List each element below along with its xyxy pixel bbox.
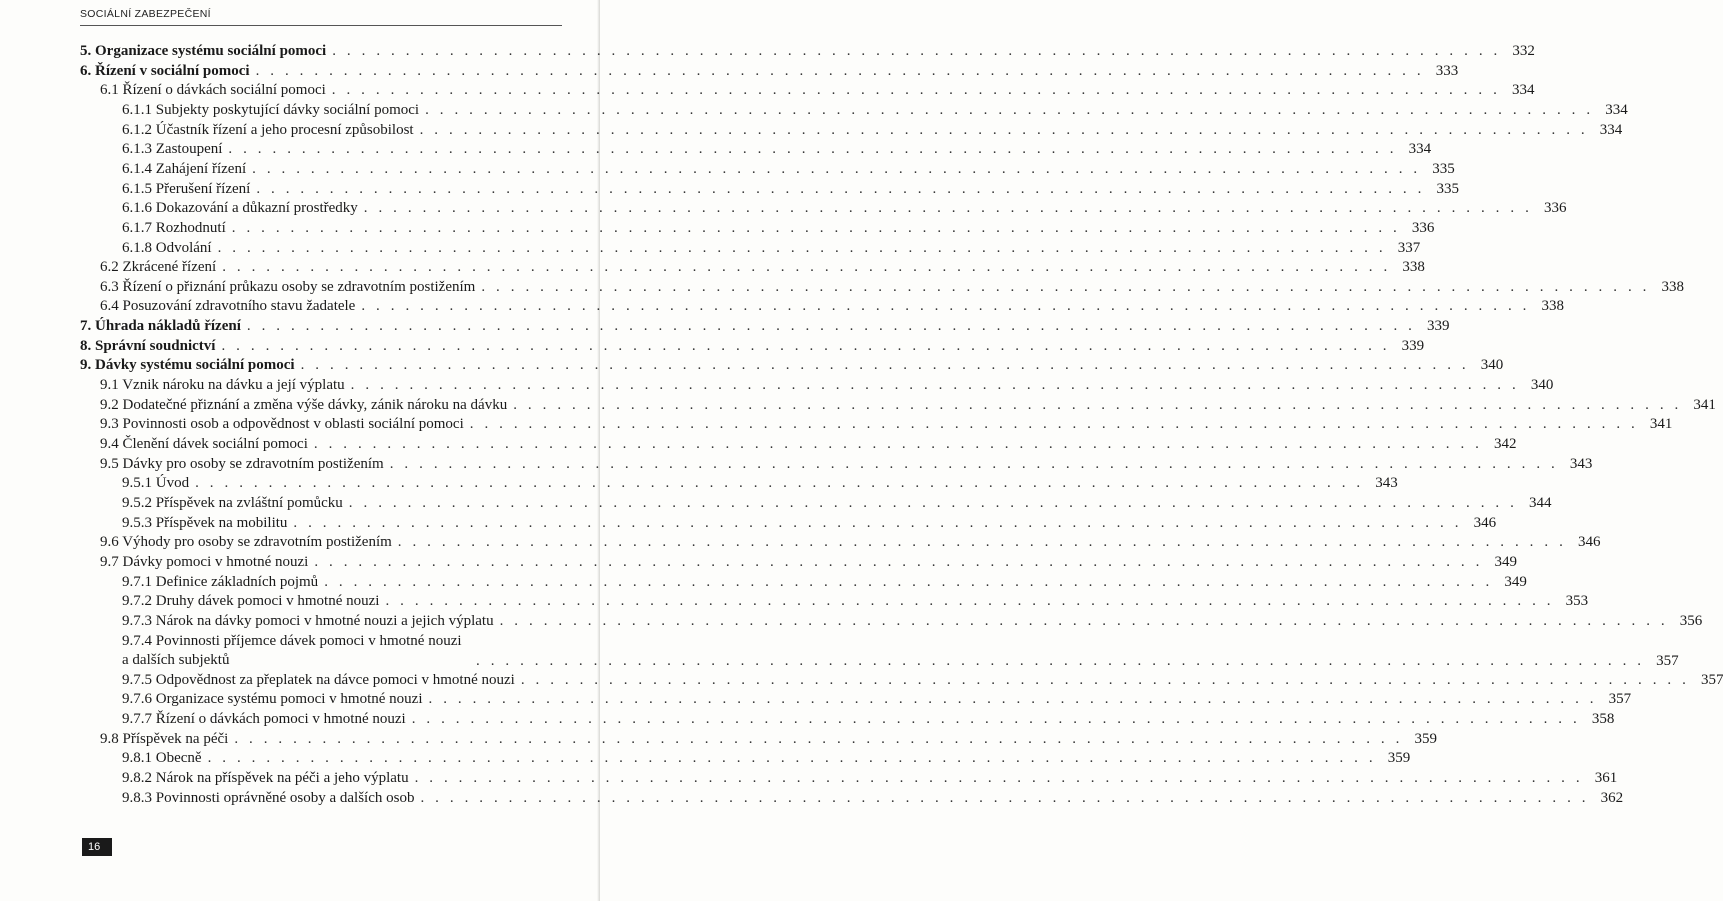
toc-entry	[100, 455, 1593, 473]
toc-dot-leader: . . . . . . . . . . . . . . . . . . . . . . . . . . . . . . . . . . . . . . . . . . . . . . . . . . . . . . . . . . . . . . . . . . . . . . . . . . . . . . . .	[425, 101, 1594, 118]
toc-entry	[122, 514, 1497, 532]
toc-entry	[80, 42, 1535, 60]
toc-entry-title: 6.1 Řízení o dávkách sociální pomoci	[100, 82, 326, 99]
toc-entry-title: 9.7.3 Nárok na dávky pomoci v hmotné nouzi a jejich výplatu	[122, 612, 494, 629]
toc-entry-page: 338	[1661, 278, 1684, 295]
toc-entry-title: 9.8.3 Povinnosti oprávněné osoby a dalších osob	[122, 789, 415, 806]
toc-dot-leader: . . . . . . . . . . . . . . . . . . . . . . . . . . . . . . . . . . . . . . . . . . . . . . . . . . . . . . . . . . . . . . . . . . . . . . . . . . . . . . . .	[389, 455, 1559, 472]
toc-dot-leader: . . . . . . . . . . . . . . . . . . . . . . . . . . . . . . . . . . . . . . . . . . . . . . . . . . . . . . . . . . . . . . . . . . . . . . . . . . . . . . . .	[499, 612, 1669, 629]
toc-entry	[122, 690, 1632, 708]
toc-entry-page: 357	[1656, 652, 1679, 669]
toc-entry-page: 361	[1594, 770, 1618, 787]
toc-dot-leader: . . . . . . . . . . . . . . . . . . . . . . . . . . . . . . . . . . . . . . . . . . . . . . . . . . . . . . . . . . . . . . . . . . . . . . . . . . . . . . . .	[513, 396, 1682, 413]
toc-dot-leader: . . . . . . . . . . . . . . . . . . . . . . . . . . . . . . . . . . . . . . . . . . . . . . . . . . . . . . . . . . . . . . . . . . . . . . . . . . . . . . . .	[221, 337, 1391, 354]
toc-entry-title: 6.3 Řízení o přiznání průkazu osoby se zdravotním postižením	[100, 278, 476, 295]
toc-entry-page: 349	[1494, 553, 1517, 570]
toc-entry	[100, 278, 1684, 296]
toc-entry-title: 9.8.1 Obecně	[122, 750, 202, 767]
toc-entry-title: 9.3 Povinnosti osob a odpovědnost v oblasti sociální pomoci	[100, 416, 464, 433]
toc-entry-title: 9.7.5 Odpovědnost za přeplatek na dávce pomoci v hmotné nouzi	[122, 671, 515, 688]
toc-dot-leader: . . . . . . . . . . . . . . . . . . . . . . . . . . . . . . . . . . . . . . . . . . . . . . . . . . . . . . . . . . . . . . . . . . . . . . . . . . . . . . . .	[350, 377, 1520, 394]
toc-entry	[100, 553, 1517, 571]
toc-entry-title: 9.7.2 Druhy dávek pomoci v hmotné nouzi	[122, 593, 380, 610]
toc-dot-leader: . . . . . . . . . . . . . . . . . . . . . . . . . . . . . . . . . . . . . . . . . . . . . . . . . . . . . . . . . . . . . . . . . . . . . . . . . . . . . . . .	[469, 416, 1639, 433]
toc-dot-leader: . . . . . . . . . . . . . . . . . . . . . . . . . . . . . . . . . . . . . . . . . . . . . . . . . . . . . . . . . . . . . . . . . . . . . . . . . . . . . . . .	[255, 62, 1425, 79]
toc-entry-title: 6.1.5 Přerušení řízení	[122, 180, 251, 197]
toc-entry-title: 9.5.2 Příspěvek na zvláštní pomůcku	[122, 494, 343, 511]
toc-dot-leader: . . . . . . . . . . . . . . . . . . . . . . . . . . . . . . . . . . . . . . . . . . . . . . . . . . . . . . . . . . . . . . . . . . . . . . . . . . . . . . . .	[420, 789, 1590, 806]
toc-entry-title: 7. Úhrada nákladů řízení	[80, 318, 241, 335]
toc-entry-page: 357	[1608, 691, 1632, 708]
toc-entry-page: 343	[1569, 455, 1593, 472]
toc-entry-page: 358	[1591, 711, 1615, 728]
toc-entry-title: 6. Řízení v sociální pomoci	[80, 62, 250, 79]
toc-entry-title: 6.1.8 Odvolání	[122, 239, 212, 256]
toc-entry	[100, 258, 1425, 276]
toc-dot-leader: . . . . . . . . . . . . . . . . . . . . . . . . . . . . . . . . . . . . . . . . . . . . . . . . . . . . . . . . . . . . . . . . . . . . . . . . . . . . . . . .	[246, 318, 1416, 335]
toc-entry-page: 338	[1541, 298, 1565, 315]
header-rule	[80, 25, 562, 26]
toc-entry-page: 359	[1387, 750, 1411, 767]
toc-dot-leader: . . . . . . . . . . . . . . . . . . . . . . . . . . . . . . . . . . . . . . . . . . . . . . . . . . . . . . . . . . . . . . . . . . . . . . . . . . . . . . . .	[411, 711, 1581, 728]
toc-entry-title: 9.7.4 Povinnosti příjemce dávek pomoci v hmotné nouzi a dalších subjektů	[122, 632, 462, 668]
toc-entry-title: 9.8.2 Nárok na příspěvek na péči a jeho výplatu	[122, 770, 409, 787]
toc-entry-title: 6.1.4 Zahájení řízení	[122, 160, 247, 177]
toc-dot-leader: . . . . . . . . . . . . . . . . . . . . . . . . . . . . . . . . . . . . . . . . . . . . . . . . . . . . . . . . . . . . . . . . . . . . . . . . . . . . . . . .	[300, 357, 1470, 374]
toc-entry	[80, 337, 1425, 355]
toc-entry-title: 6.4 Posuzování zdravotního stavu žadatele	[100, 298, 356, 315]
toc-entry-page: 362	[1600, 789, 1624, 806]
toc-dot-leader: . . . . . . . . . . . . . . . . . . . . . . . . . . . . . . . . . . . . . . . . . . . . . . . . . . . . . . . . . . . . . . . . . . . . . . . . . . . . . . . .	[520, 671, 1690, 688]
toc-entry-page: 334	[1511, 82, 1535, 99]
toc-dot-leader: . . . . . . . . . . . . . . . . . . . . . . . . . . . . . . . . . . . . . . . . . . . . . . . . . . . . . . . . . . . . . . . . . . . . . . . . . . . . . . . .	[476, 652, 1645, 669]
toc-dot-leader: . . . . . . . . . . . . . . . . . . . . . . . . . . . . . . . . . . . . . . . . . . . . . . . . . . . . . . . . . . . . . . . . . . . . . . . . . . . . . . . .	[324, 573, 1493, 590]
toc-dot-leader: . . . . . . . . . . . . . . . . . . . . . . . . . . . . . . . . . . . . . . . . . . . . . . . . . . . . . . . . . . . . . . . . . . . . . . . . . . . . . . . .	[331, 82, 1501, 99]
toc-entry	[100, 297, 1565, 315]
toc-dot-leader: . . . . . . . . . . . . . . . . . . . . . . . . . . . . . . . . . . . . . . . . . . . . . . . . . . . . . . . . . . . . . . . . . . . . . . . . . . . . . . . .	[397, 534, 1567, 551]
toc-entry-page: 346	[1473, 514, 1497, 531]
toc-entry-page: 332	[1512, 43, 1535, 59]
toc-entry-page: 359	[1414, 730, 1437, 747]
toc-entry	[122, 769, 1618, 787]
toc-entry-page: 339	[1401, 337, 1425, 354]
toc-dot-leader: . . . . . . . . . . . . . . . . . . . . . . . . . . . . . . . . . . . . . . . . . . . . . . . . . . . . . . . . . . . . . . . . . . . . . . . . . . . . . . . .	[231, 219, 1401, 236]
toc-entry-page: 335	[1432, 160, 1455, 177]
toc-entry-title: 9.2 Dodatečné přiznání a změna výše dávky, zánik nároku na dávku	[100, 396, 508, 413]
toc-entry	[100, 730, 1437, 748]
toc-dot-leader: . . . . . . . . . . . . . . . . . . . . . . . . . . . . . . . . . . . . . . . . . . . . . . . . . . . . . . . . . . . . . . . . . . . . . . . . . . . . . . . .	[207, 750, 1377, 767]
toc-dot-leader: . . . . . . . . . . . . . . . . . . . . . . . . . . . . . . . . . . . . . . . . . . . . . . . . . . . . . . . . . . . . . . . . . . . . . . . . . . . . . . . .	[348, 494, 1518, 511]
toc-entry	[80, 356, 1504, 374]
toc-entry-page: 334	[1599, 121, 1623, 138]
toc-entry-page: 344	[1528, 494, 1552, 511]
toc-entry	[122, 632, 1679, 670]
toc-entry-title: 9.7.1 Definice základních pojmů	[122, 573, 319, 590]
toc-entry-title: 9.6 Výhody pro osoby se zdravotním postižením	[100, 534, 392, 551]
toc-entry	[122, 121, 1623, 139]
toc-dot-leader: . . . . . . . . . . . . . . . . . . . . . . . . . . . . . . . . . . . . . . . . . . . . . . . . . . . . . . . . . . . . . . . . . . . . . . . . . . . . . . . .	[252, 160, 1421, 177]
toc-dot-leader: . . . . . . . . . . . . . . . . . . . . . . . . . . . . . . . . . . . . . . . . . . . . . . . . . . . . . . . . . . . . . . . . . . . . . . . . . . . . . . . .	[222, 259, 1391, 276]
toc-entry-page: 353	[1565, 593, 1589, 610]
toc-entry	[122, 573, 1527, 591]
toc-entry-page: 334	[1408, 141, 1432, 158]
toc-entry-page: 333	[1435, 62, 1459, 79]
toc-dot-leader: . . . . . . . . . . . . . . . . . . . . . . . . . . . . . . . . . . . . . . . . . . . . . . . . . . . . . . . . . . . . . . . . . . . . . . . . . . . . . . . .	[385, 593, 1555, 610]
toc-entry-page: 340	[1480, 357, 1504, 374]
toc-entry	[122, 710, 1615, 728]
toc-entry	[122, 140, 1432, 158]
toc-entry	[122, 494, 1552, 512]
toc-entry	[122, 474, 1398, 492]
toc-entry-title: 9.4 Členění dávek sociální pomoci	[100, 436, 308, 452]
toc-entry-page: 346	[1577, 534, 1601, 551]
toc-entry-title: 6.1.3 Zastoupení	[122, 141, 223, 158]
toc-dot-leader: . . . . . . . . . . . . . . . . . . . . . . . . . . . . . . . . . . . . . . . . . . . . . . . . . . . . . . . . . . . . . . . . . . . . . . . . . . . . . . . .	[228, 141, 1398, 158]
toc-entry-page: 339	[1427, 318, 1450, 335]
toc-entry-title: 6.1.7 Rozhodnutí	[122, 219, 226, 236]
toc-entry	[100, 533, 1601, 551]
toc-dot-leader: . . . . . . . . . . . . . . . . . . . . . . . . . . . . . . . . . . . . . . . . . . . . . . . . . . . . . . . . . . . . . . . . . . . . . . . . . . . . . . . .	[256, 180, 1425, 197]
toc-entry	[80, 317, 1450, 335]
toc-entry-title: 6.1.1 Subjekty poskytující dávky sociální pomoci	[122, 101, 420, 118]
toc-entry	[122, 101, 1628, 119]
toc-entry	[100, 81, 1535, 99]
toc-entry-title: 9.7.7 Řízení o dávkách pomoci v hmotné nouzi	[122, 711, 406, 728]
toc-entry	[122, 219, 1435, 237]
toc-entry-title: 9.5.1 Úvod	[122, 475, 190, 492]
toc-entry	[122, 199, 1567, 217]
toc-entry-page: 336	[1411, 219, 1435, 236]
toc-dot-leader: . . . . . . . . . . . . . . . . . . . . . . . . . . . . . . . . . . . . . . . . . . . . . . . . . . . . . . . . . . . . . . . . . . . . . . . . . . . . . . . .	[195, 475, 1364, 492]
toc-entry-title: 8. Správní soudnictví	[80, 337, 216, 354]
toc-entry	[100, 376, 1554, 394]
toc-entry	[122, 239, 1421, 257]
toc-entry-title: 9.5 Dávky pro osoby se zdravotním postižením	[100, 455, 384, 472]
toc-dot-leader: . . . . . . . . . . . . . . . . . . . . . . . . . . . . . . . . . . . . . . . . . . . . . . . . . . . . . . . . . . . . . . . . . . . . . . . . . . . . . . . .	[419, 121, 1589, 138]
page-number: 16	[82, 838, 112, 856]
toc-entry-page: 338	[1402, 259, 1425, 276]
toc-entry	[122, 749, 1411, 767]
toc-entry-page: 334	[1605, 101, 1628, 118]
toc-entry-page: 342	[1494, 436, 1517, 452]
toc-entry	[100, 396, 1716, 414]
toc-dot-leader: . . . . . . . . . . . . . . . . . . . . . . . . . . . . . . . . . . . . . . . . . . . . . . . . . . . . . . . . . . . . . . . . . . . . . . . . . . . . . . . .	[217, 239, 1387, 256]
toc-entry-page: 356	[1679, 612, 1703, 629]
toc-entry	[122, 789, 1624, 807]
toc-entry-title: 9.1 Vznik nároku na dávku a její výplatu	[100, 377, 345, 394]
toc-dot-leader: . . . . . . . . . . . . . . . . . . . . . . . . . . . . . . . . . . . . . . . . . . . . . . . . . . . . . . . . . . . . . . . . . . . . . . . . . . . . . . . .	[481, 278, 1650, 295]
toc-entry	[122, 160, 1455, 178]
toc-dot-leader: . . . . . . . . . . . . . . . . . . . . . . . . . . . . . . . . . . . . . . . . . . . . . . . . . . . . . . . . . . . . . . . . . . . . . . . . . . . . . . . .	[428, 691, 1598, 708]
toc-dot-leader: . . . . . . . . . . . . . . . . . . . . . . . . . . . . . . . . . . . . . . . . . . . . . . . . . . . . . . . . . . . . . . . . . . . . . . . . . . . . . . . .	[332, 43, 1501, 59]
toc-dot-leader: . . . . . . . . . . . . . . . . . . . . . . . . . . . . . . . . . . . . . . . . . . . . . . . . . . . . . . . . . . . . . . . . . . . . . . . . . . . . . . . .	[234, 730, 1403, 747]
toc-entry	[100, 415, 1673, 433]
toc-entry-page: 336	[1543, 200, 1567, 217]
toc-entry-page: 335	[1436, 180, 1459, 197]
toc-entry-page: 337	[1397, 239, 1421, 256]
toc-entry-title: 5. Organizace systému sociální pomoci	[80, 43, 327, 59]
toc-entry	[122, 180, 1459, 198]
toc-entry	[80, 62, 1459, 80]
toc-entry	[122, 592, 1589, 610]
toc-dot-leader: . . . . . . . . . . . . . . . . . . . . . . . . . . . . . . . . . . . . . . . . . . . . . . . . . . . . . . . . . . . . . . . . . . . . . . . . . . . . . . . .	[314, 553, 1483, 570]
toc-entry-title: 9.5.3 Příspěvek na mobilitu	[122, 514, 288, 531]
toc-entry-page: 357	[1700, 671, 1723, 688]
toc-entry-page: 343	[1375, 475, 1398, 492]
toc-entry-title: 9.8 Příspěvek na péči	[100, 730, 229, 747]
toc-dot-leader: . . . . . . . . . . . . . . . . . . . . . . . . . . . . . . . . . . . . . . . . . . . . . . . . . . . . . . . . . . . . . . . . . . . . . . . . . . . . . . . .	[363, 200, 1533, 217]
toc-entry-title: 6.1.6 Dokazování a důkazní prostředky	[122, 200, 358, 217]
toc-entry-page: 340	[1530, 377, 1554, 394]
toc-entry-title: 6.2 Zkrácené řízení	[100, 259, 217, 276]
toc-dot-leader: . . . . . . . . . . . . . . . . . . . . . . . . . . . . . . . . . . . . . . . . . . . . . . . . . . . . . . . . . . . . . . . . . . . . . . . . . . . . . . . .	[293, 514, 1463, 531]
toc-entry	[122, 671, 1723, 689]
toc-entry-title: 9.7 Dávky pomoci v hmotné nouzi	[100, 553, 309, 570]
toc-entry-page: 349	[1504, 573, 1527, 590]
toc-dot-leader: . . . . . . . . . . . . . . . . . . . . . . . . . . . . . . . . . . . . . . . . . . . . . . . . . . . . . . . . . . . . . . . . . . . . . . . . . . . . . . . .	[414, 770, 1584, 787]
toc-entry	[100, 435, 1517, 453]
toc-entry-title: 9. Dávky systému sociální pomoci	[80, 357, 295, 374]
toc-dot-leader: . . . . . . . . . . . . . . . . . . . . . . . . . . . . . . . . . . . . . . . . . . . . . . . . . . . . . . . . . . . . . . . . . . . . . . . . . . . . . . . .	[313, 436, 1483, 452]
running-head: SOCIÁLNÍ ZABEZPEČENÍ	[80, 8, 211, 20]
toc-entry-title: 6.1.2 Účastník řízení a jeho procesní způsobilost	[122, 121, 414, 138]
toc-dot-leader: . . . . . . . . . . . . . . . . . . . . . . . . . . . . . . . . . . . . . . . . . . . . . . . . . . . . . . . . . . . . . . . . . . . . . . . . . . . . . . . .	[361, 298, 1531, 315]
toc-entry-page: 341	[1649, 416, 1673, 433]
toc-entry-page: 341	[1693, 396, 1716, 413]
toc-entry	[122, 612, 1703, 630]
toc-entry-title: 9.7.6 Organizace systému pomoci v hmotné nouzi	[122, 691, 423, 708]
